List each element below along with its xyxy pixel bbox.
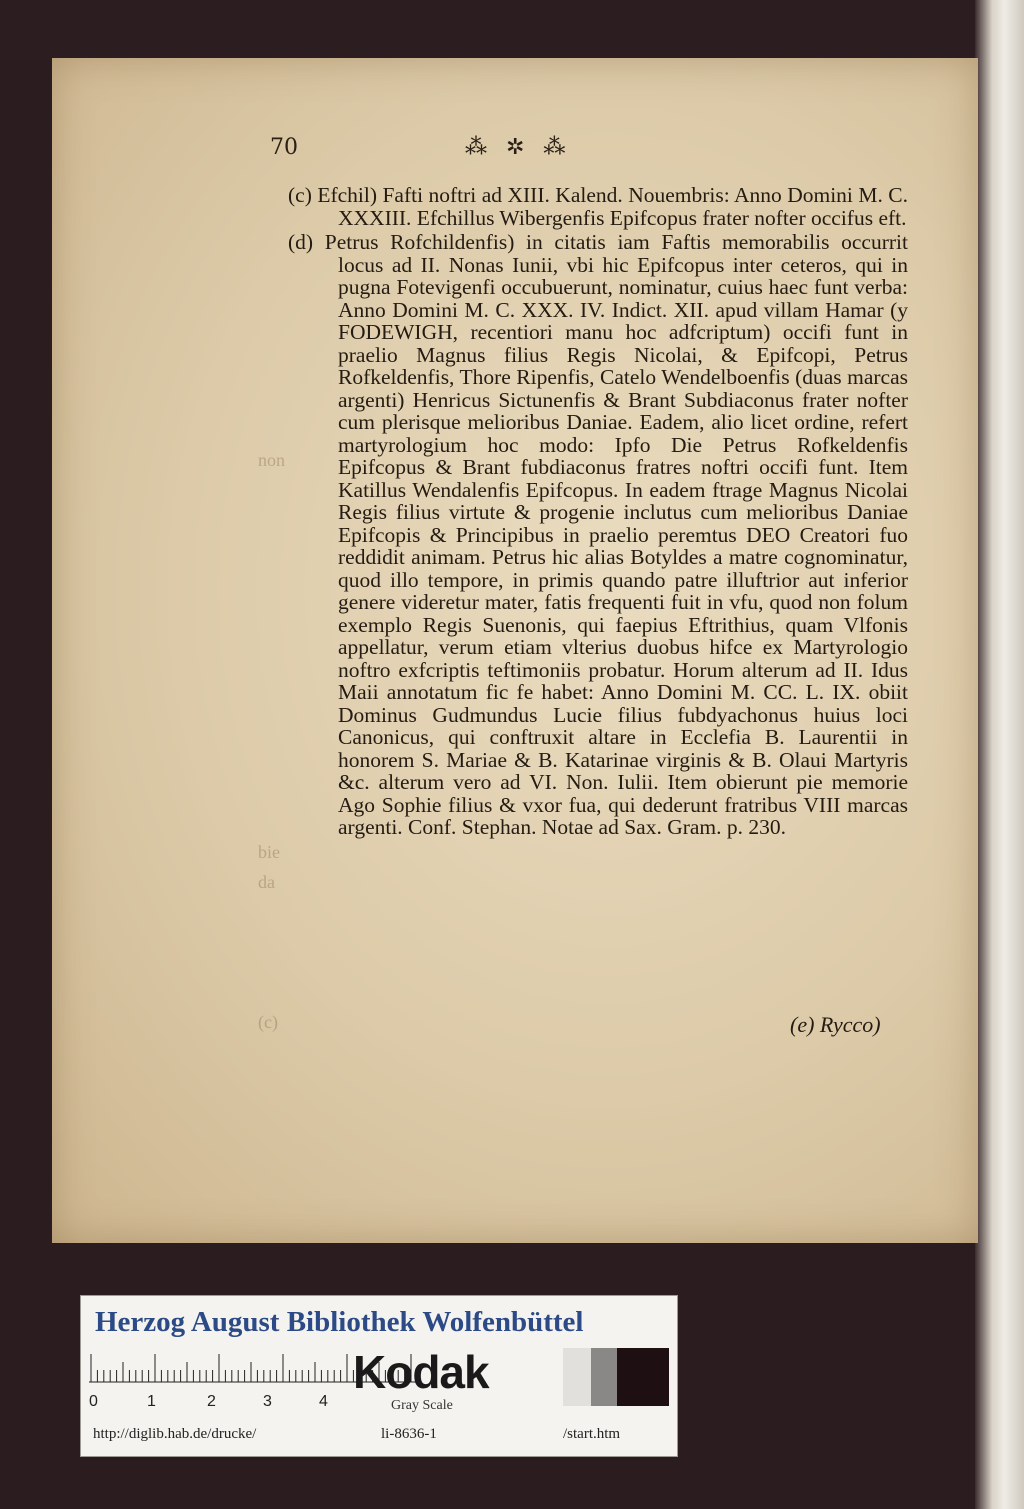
footnote-c: [288, 184, 908, 229]
library-name: Herzog August Bibliothek Wolfenbüttel: [95, 1306, 584, 1338]
ruler-number: 4: [319, 1393, 328, 1410]
footnote-marker: (d): [288, 230, 314, 254]
margin-ghost-text: da: [258, 872, 275, 892]
ruler-number: 2: [207, 1393, 216, 1410]
footnote-d: [288, 231, 908, 839]
catalog-url: http://diglib.hab.de/drucke/: [93, 1426, 257, 1442]
ruler-number: 1: [147, 1393, 156, 1410]
margin-ghost-text: non: [258, 450, 285, 470]
footnote-body: Petrus Rofchildenfis) in citatis iam Faftis memorabilis occurrit locus ad II. Nonas Iunii, vbi hic Epifcopus inter ceteros, qui in pugna Fotevigenfi occubuerunt, nominatur, cuius haec funt verba: Anno Domini M. C. XXX. IV. Indict. XII. apud villam Hamar (y FODEWIGH, recentiori manu hoc adfcriptum) occifi funt in praelio Magnus filius Regis Nicolai, & Epifcopi, Petrus Rofkeldenfis, Thore Ripenfis, Catelo Wendelboenfis (duas marcas argenti) Henricus Sictunenfis & Brant Subdiaconus frater nofter cum plerisque melioribus Daniae. Eadem, alio licet ordine, refert martyrologium hoc modo: Ipfo Die Petrus Rofkeldenfis Epifcopus & Brant fubdiaconus fratres noftri occifi funt. Item Katillus Wendalenfis Epifcopus. In eadem ftrage Magnus Nicolai Regis filius virtute & progenie inclutus cum melioribus Daniae Epifcopis & Principibus in praelio peremtus DEO Creatori fuo reddidit animam. Petrus hic alias Botyldes a matre cognominatur, quod illo tempore, in primis quando patre illuftrior aut inferior genere videretur mater, fatis frequenti fuit in vfu, quod non folum exemplo Regis Suenonis, qui faepius Eftrithius, quam Vlfonis appellatur, verum etiam vlterius duobus hifce ex Martyrologio noftro exfcriptis teftimoniis probatur. Horum alterum ad II. Idus Maii annotatum fic fe habet: Anno Domini M. CC. L. IX. obiit Dominus Gudmundus Lucie filius fubdyachonus huius loci Canonicus, qui conftruxit altare in Ecclefia B. Laurentii in honorem S. Mariae & B. Katarinae virginis & B. Olaui Martyris &c. alterum vero ad VI. Non. Iulii. Item obierunt pie memorie Ago Sophie filius & vxor fua, qui dederunt fratribus VIII marcas argenti. Conf. Stephan. Notae ad Sax. Gram. p. 230.: [324, 230, 908, 839]
gray-patch: [563, 1348, 591, 1406]
ruler-number: 3: [263, 1393, 272, 1410]
margin-ghost-text: bie: [258, 842, 280, 862]
scan-background: [0, 0, 1024, 60]
header-ornament: ⁂ ✲ ⁂: [465, 135, 572, 160]
gray-patch: [617, 1348, 669, 1406]
scan-edge-strip: [975, 0, 1024, 1509]
page-header: [270, 135, 930, 171]
footnotes: [288, 184, 908, 841]
start-page: /start.htm: [563, 1426, 621, 1442]
margin-ghost-text: (c): [258, 1012, 278, 1032]
footnote-marker: (c): [288, 183, 312, 207]
kodak-logo: Kodak: [353, 1346, 489, 1398]
ruler-number: 0: [89, 1393, 98, 1410]
catchword: (e) Rycco): [790, 1012, 881, 1037]
page-number: 70: [270, 135, 298, 160]
footnote-body: Efchil) Fafti noftri ad XIII. Kalend. Nouembris: Anno Domini M. C. XXXIII. Efchillus Wibergenfis Epifcopus frater nofter occifus eft.: [317, 183, 908, 230]
library-target-label: [80, 1295, 678, 1457]
gray-patch: [591, 1348, 617, 1406]
gray-scale-label: Gray Scale: [391, 1398, 453, 1413]
shelfmark: li-8636-1: [381, 1426, 437, 1442]
